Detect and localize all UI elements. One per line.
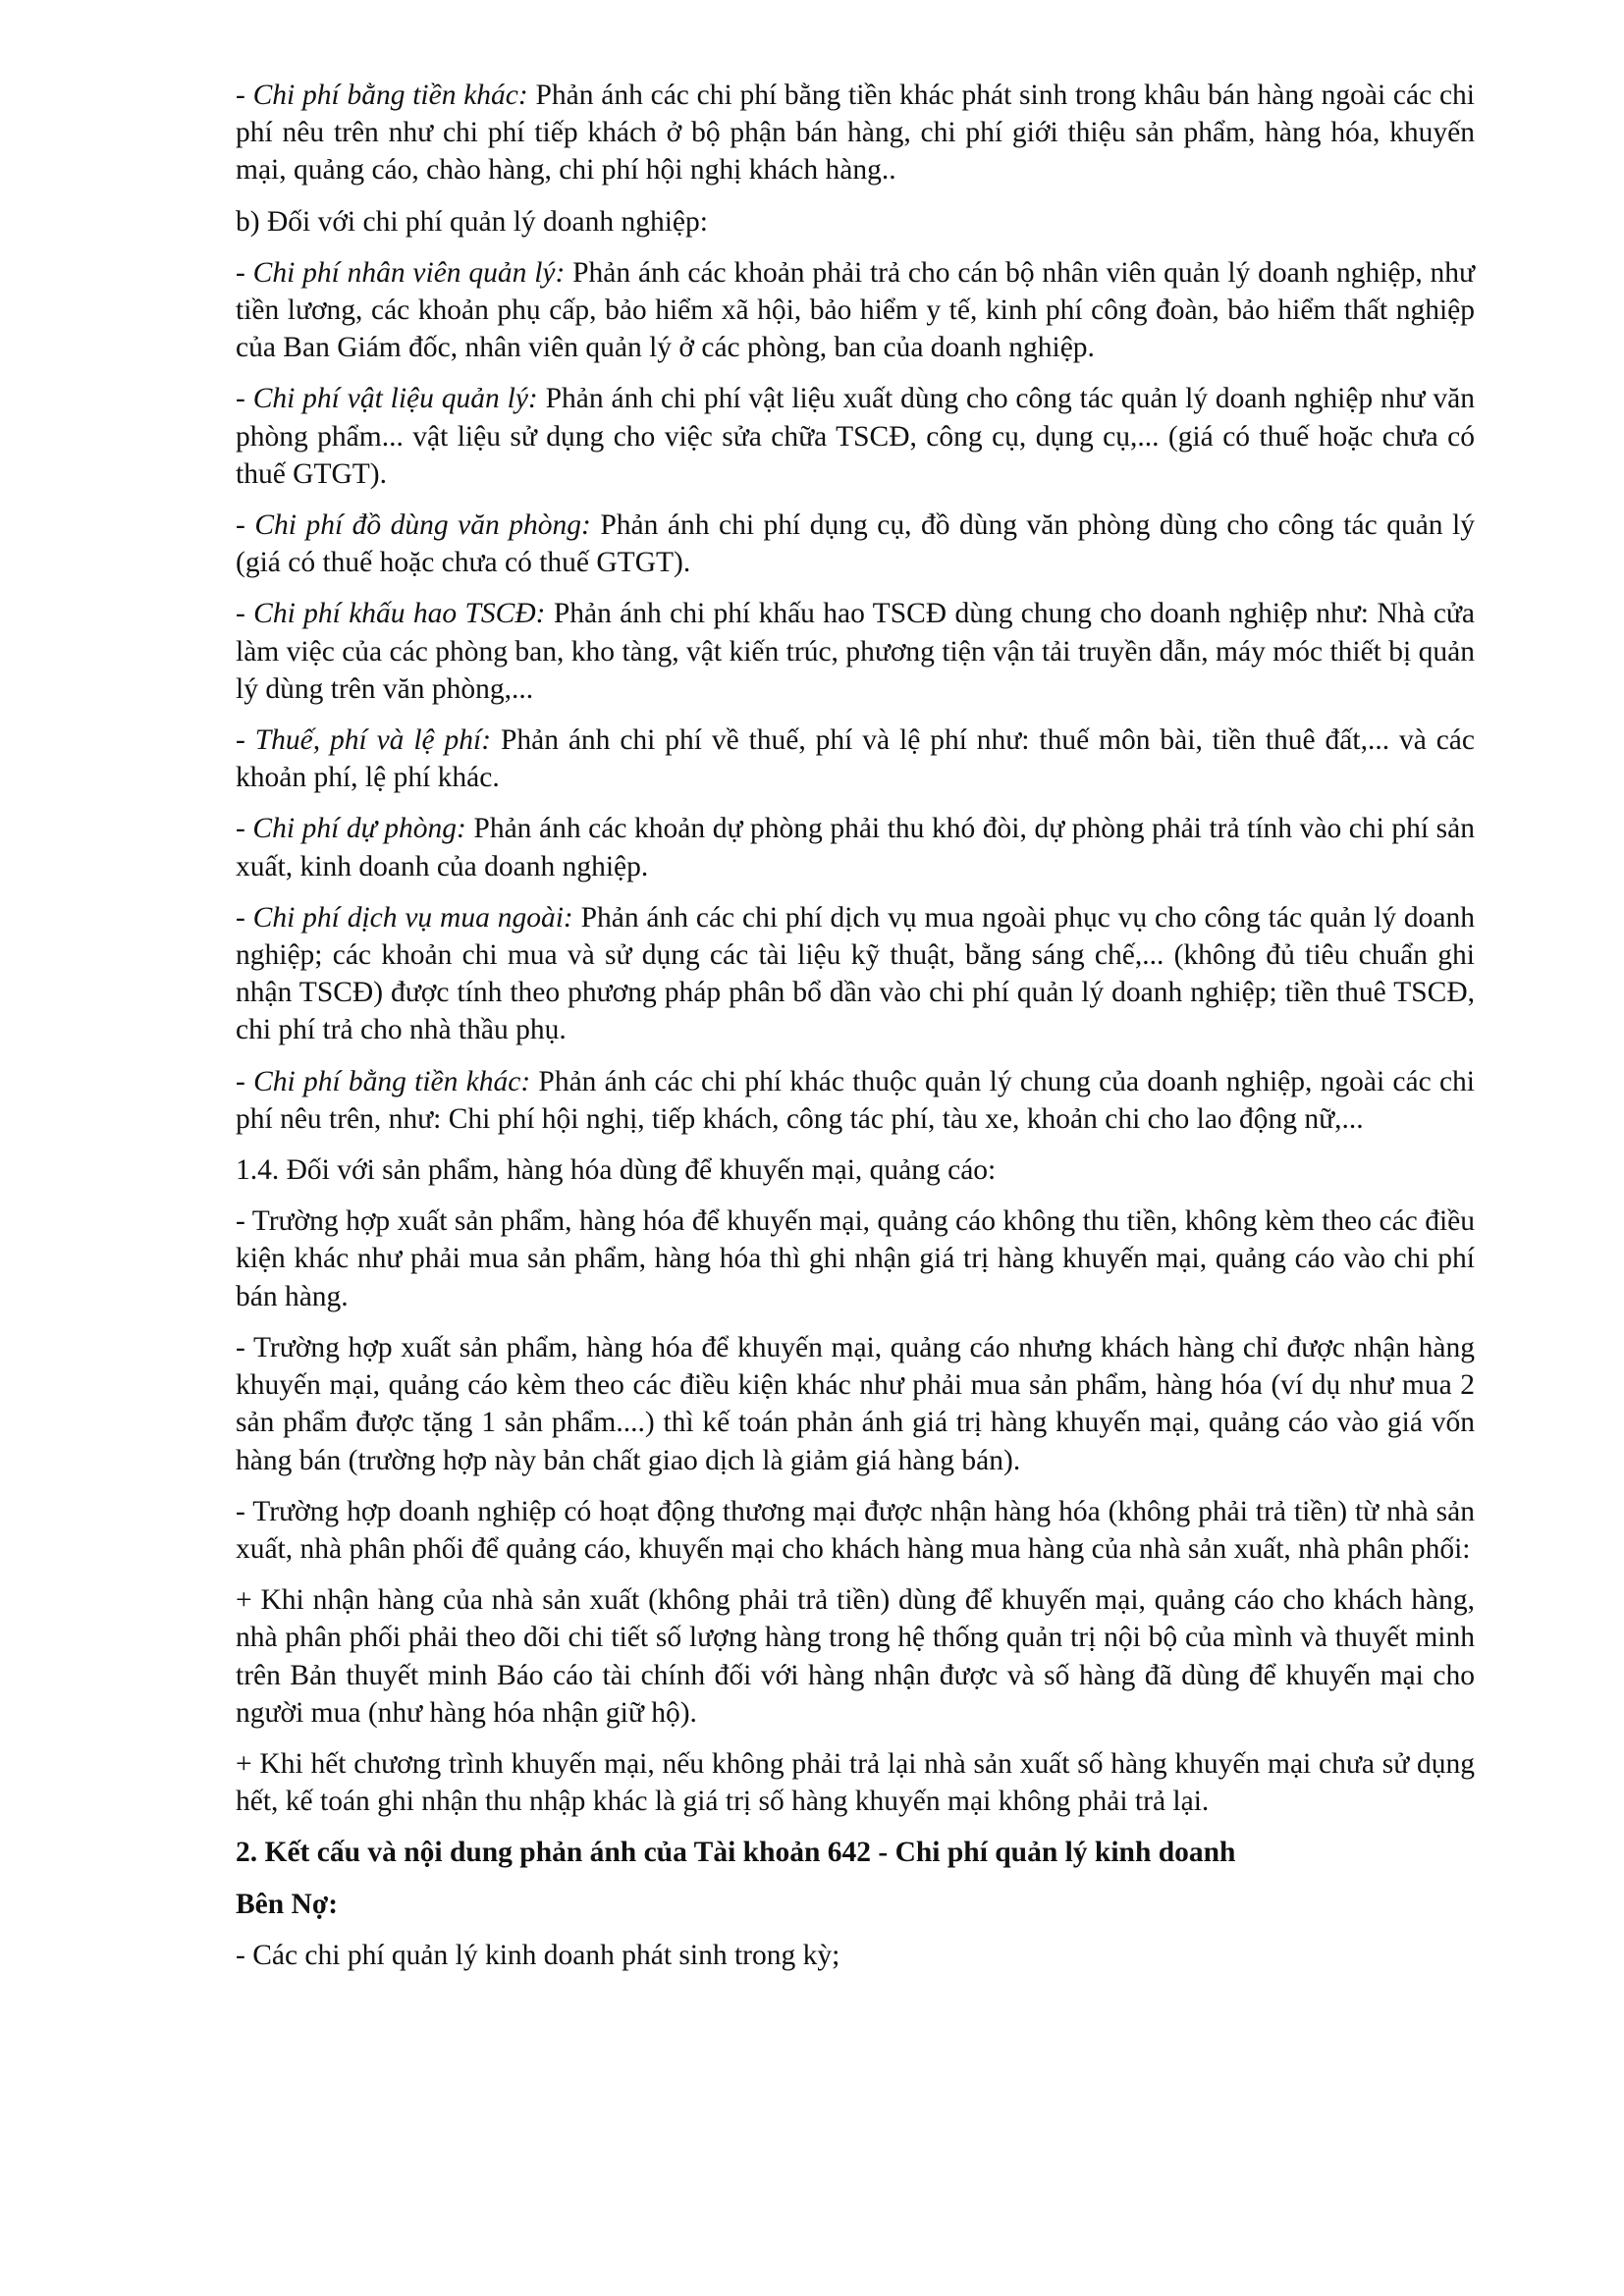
paragraph-text: 1.4. Đối với sản phẩm, hàng hóa dùng để khuyến mại, quảng cáo: <box>236 1154 997 1187</box>
paragraph-term: - Chi phí bằng tiền khác: <box>236 1065 531 1097</box>
paragraph-text: + Khi hết chương trình khuyến mại, nếu không phải trả lại nhà sản xuất số hàng khuyến mại chưa sử dụng hết, kế toán ghi nhận thu nhập khác là giá trị số hàng khuyến mại không phải trả lại. <box>236 1747 1475 1818</box>
paragraph-text: Phản ánh chi phí khấu hao TSCĐ dùng chung cho doanh nghiệp như: Nhà cửa làm việc của các phòng ban, kho tàng, vật kiến trúc, phương tiện vận tải truyền dẫn, máy móc thiết bị quản lý dùng trên văn phòng,... <box>236 598 1475 705</box>
paragraph-text: + Khi nhận hàng của nhà sản xuất (không phải trả tiền) dùng để khuyến mại, quảng cáo cho khách hàng, nhà phân phối phải theo dõi chi tiết số lượng hàng trong hệ thống quản trị nội bộ của mình và thuyết minh trên Bản thuyết minh Báo cáo tài chính đối với hàng nhận được và số hàng đã dùng để khuyến mại cho người mua (như hàng hóa nhận giữ hộ). <box>236 1584 1475 1729</box>
paragraph-text: Phản ánh các chi phí khác thuộc quản lý chung của doanh nghiệp, ngoài các chi phí nêu trên, như: Chi phí hội nghị, tiếp khách, công tác phí, tàu xe, khoản chi cho lao động nữ,... <box>236 1065 1476 1135</box>
paragraph-text: Phản ánh chi phí dụng cụ, đồ dùng văn phòng dùng cho công tác quản lý (giá có thuế hoặc chưa có thuế GTGT). <box>236 509 1475 579</box>
paragraph <box>236 254 1475 367</box>
paragraph <box>236 721 1475 796</box>
paragraph <box>236 203 1475 240</box>
paragraph-term: - Chi phí nhân viên quản lý: <box>236 256 566 289</box>
paragraph <box>236 1202 1475 1315</box>
paragraph <box>236 77 1475 189</box>
paragraph <box>236 899 1475 1049</box>
paragraph-text: Phản ánh chi phí vật liệu xuất dùng cho công tác quản lý doanh nghiệp như văn phòng phẩm... vật liệu sử dụng cho việc sửa chữa TSCĐ, công cụ, dụng cụ,... (giá có thuế hoặc chưa có thuế GTGT). <box>236 383 1476 490</box>
paragraph-text: b) Đối với chi phí quản lý doanh nghiệp: <box>236 205 708 238</box>
section-heading: 2. Kết cấu và nội dung phản ánh của Tài khoản 642 - Chi phí quản lý kinh doanh <box>236 1837 1236 1869</box>
paragraph <box>236 810 1475 884</box>
paragraph <box>236 1151 1475 1189</box>
debit-side-heading: Bên Nợ: <box>236 1888 339 1920</box>
paragraph-term: - Chi phí bằng tiền khác: <box>236 80 528 111</box>
paragraph-text: - Trường hợp xuất sản phẩm, hàng hóa để khuyến mại, quảng cáo nhưng khách hàng chỉ được nhận hàng khuyến mại, quảng cáo kèm theo các điều kiện khác như phải mua sản phẩm, hàng hóa (ví dụ như mua 2 sản phẩm được tặng 1 sản phẩm....) thì kế toán phản ánh giá trị hàng khuyến mại, quảng cáo vào giá vốn hàng bán (trường hợp này bản chất giao dịch là giảm giá hàng bán). <box>236 1331 1475 1476</box>
document-page <box>236 77 1475 1988</box>
paragraph-term: - Thuế, phí và lệ phí: <box>236 724 492 757</box>
paragraph-text: - Trường hợp doanh nghiệp có hoạt động thương mại được nhận hàng hóa (không phải trả tiền) từ nhà sản xuất, nhà phân phối để quảng cáo, khuyến mại cho khách hàng mua hàng của nhà sản xuất, nhà phân phối: <box>236 1495 1475 1565</box>
paragraph <box>236 1063 1475 1138</box>
paragraph <box>236 1745 1475 1820</box>
paragraph <box>236 1329 1475 1479</box>
paragraph <box>236 1581 1475 1732</box>
paragraph-text: Phản ánh các chi phí dịch vụ mua ngoài phục vụ cho công tác quản lý doanh nghiệp; các khoản chi mua và sử dụng các tài liệu kỹ thuật, bằng sáng chế,... (không đủ tiêu chuẩn ghi nhận TSCĐ) được tính theo phương pháp phân bổ dần vào chi phí quản lý doanh nghiệp; tiền thuê TSCĐ, chi phí trả cho nhà thầu phụ. <box>236 901 1475 1046</box>
paragraph-term: - Chi phí đồ dùng văn phòng: <box>236 509 591 542</box>
paragraph <box>236 380 1475 493</box>
paragraph-text: - Trường hợp xuất sản phẩm, hàng hóa để khuyến mại, quảng cáo không thu tiền, không kèm theo các điều kiện khác như phải mua sản phẩm, hàng hóa thì ghi nhận giá trị hàng khuyến mại, quảng cáo vào chi phí bán hàng. <box>236 1205 1475 1312</box>
paragraph: - Các chi phí quản lý kinh doanh phát sinh trong kỳ; <box>236 1939 840 1971</box>
paragraph-text: Phản ánh các khoản dự phòng phải thu khó đòi, dự phòng phải trả tính vào chi phí sản xuất, kinh doanh của doanh nghiệp. <box>236 813 1475 882</box>
paragraph-term: - Chi phí vật liệu quản lý: <box>236 383 538 415</box>
paragraph-text: Phản ánh chi phí về thuế, phí và lệ phí như: thuế môn bài, tiền thuê đất,... và các khoản phí, lệ phí khác. <box>236 724 1475 794</box>
paragraph <box>236 595 1475 708</box>
paragraph <box>236 1493 1475 1568</box>
paragraph-term: - Chi phí dự phòng: <box>236 813 466 845</box>
paragraph-text: Phản ánh các khoản phải trả cho cán bộ nhân viên quản lý doanh nghiệp, như tiền lương, các khoản phụ cấp, bảo hiểm xã hội, bảo hiểm y tế, kinh phí công đoàn, bảo hiểm thất nghiệp của Ban Giám đốc, nhân viên quản lý ở các phòng, ban của doanh nghiệp. <box>236 256 1475 364</box>
paragraph-term: - Chi phí khấu hao TSCĐ: <box>236 598 546 630</box>
paragraph-term: - Chi phí dịch vụ mua ngoài: <box>236 901 573 934</box>
paragraph <box>236 507 1475 581</box>
paragraph-text: Phản ánh các chi phí bằng tiền khác phát sinh trong khâu bán hàng ngoài các chi phí nêu trên như chi phí tiếp khách ở bộ phận bán hàng, chi phí giới thiệu sản phẩm, hàng hóa, khuyến mại, quảng cáo, chào hàng, chi phí hội nghị khách hàng.. <box>236 80 1475 187</box>
